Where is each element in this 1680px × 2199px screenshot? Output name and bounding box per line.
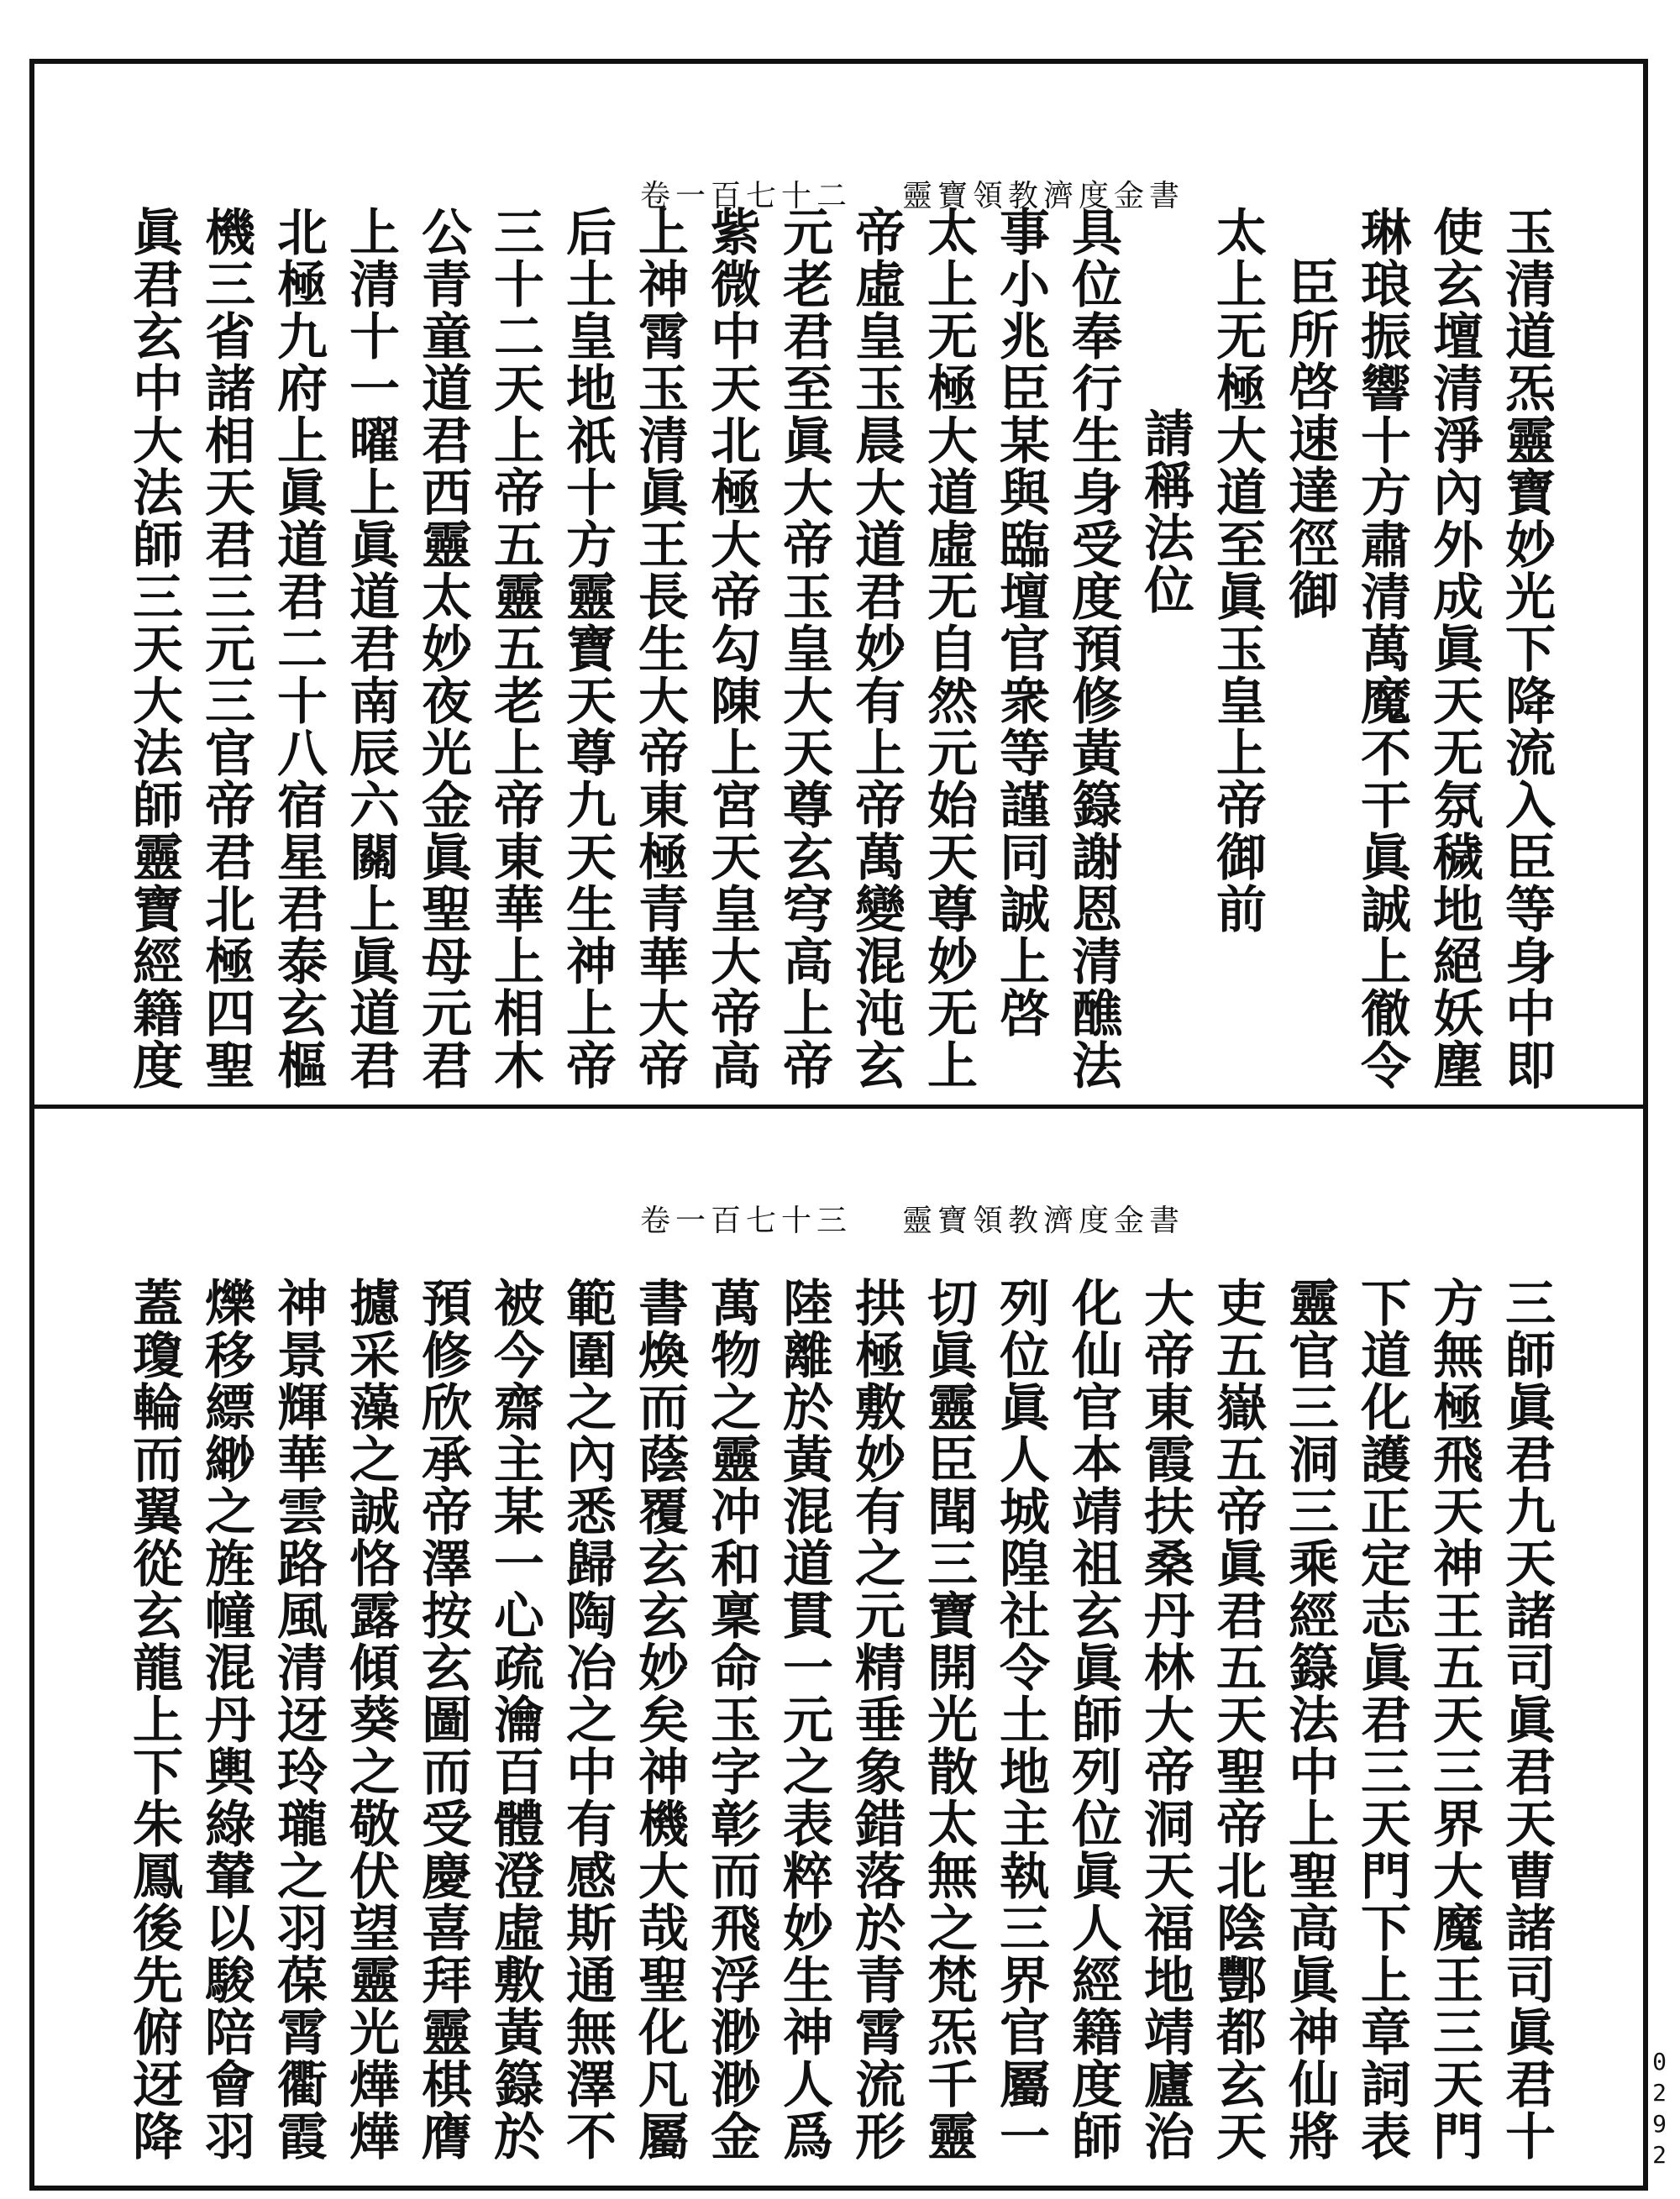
text-column: 萬物之靈冲和稟命玉字彰而飛浮渺渺金 bbox=[702, 1277, 761, 2162]
text-column: 列位眞人城隍社令土地主執三界官屬一 bbox=[991, 1277, 1050, 2162]
text-column: 事小兆臣某與臨壇官衆等謹同誠上啓 bbox=[991, 206, 1050, 1039]
text-column: 玉清道炁靈寶妙光下降流入臣等身中即 bbox=[1497, 206, 1556, 1091]
text-column: 靈官三洞三乘經籙法中上聖高眞神仙將 bbox=[1280, 1277, 1339, 2162]
text-column: 被今齋主某一心疏瀹百體澄虛敷黃籙於 bbox=[486, 1277, 544, 2162]
text-column: 臣所啓速達徑御 bbox=[1280, 256, 1339, 621]
top-page bbox=[50, 147, 1562, 1091]
text-column: 后土皇地祇十方靈寶天尊九天生神上帝 bbox=[558, 206, 617, 1091]
text-column: 太上无極大道虛无自然元始天尊妙无上 bbox=[919, 206, 978, 1091]
text-column: 具位奉行生身受度預修黃籙謝恩清醮法 bbox=[1063, 206, 1122, 1091]
text-column: 蓋瓊輪而翼從玄龍上下朱鳳後先俯迓降 bbox=[124, 1277, 183, 2162]
bottom-page bbox=[50, 1197, 1562, 2162]
text-column: 方無極飛天神王五天三界大魔王三天門 bbox=[1425, 1277, 1483, 2162]
text-column: 上神霄玉清眞王長生大帝東極青華大帝 bbox=[630, 206, 689, 1091]
text-column: 切眞靈臣聞三寶開光散太無之梵炁千靈 bbox=[919, 1277, 978, 2162]
text-column: 元老君至眞大帝玉皇大天尊玄穹高上帝 bbox=[774, 206, 833, 1091]
text-column: 攄采藻之誠恪露傾葵之敬伏望靈光燁燁 bbox=[341, 1277, 400, 2162]
bottom-book-title: 靈寶領教濟度金書 bbox=[901, 1204, 1184, 1238]
text-column: 使玄壇清淨內外成眞天无氛穢地絕妖塵 bbox=[1425, 206, 1483, 1091]
text-column: 帝虛皇玉晨大道君妙有上帝萬變混沌玄 bbox=[847, 206, 906, 1091]
text-column: 吏五嶽五帝眞君五天聖帝北陰酆都玄天 bbox=[1208, 1277, 1267, 2162]
text-column: 三十二天上帝五靈五老上帝東華上相木 bbox=[486, 206, 544, 1091]
bottom-page-header bbox=[640, 1197, 1184, 1240]
text-column: 書煥而蔭覆玄玄妙矣神機大哉聖化凡屬 bbox=[630, 1277, 689, 2162]
text-column: 公青童道君西靈太妙夜光金眞聖母元君 bbox=[413, 206, 472, 1091]
text-column: 三師眞君九天諸司眞君天曹諸司眞君十 bbox=[1497, 1277, 1556, 2162]
text-column: 爍移縹緲之旌幢混丹輿綠輦以駿陪會羽 bbox=[197, 1277, 255, 2162]
text-column: 北極九府上眞道君二十八宿星君泰玄樞 bbox=[269, 206, 328, 1091]
text-column: 大帝東霞扶桑丹林大帝洞天福地靖廬治 bbox=[1136, 1277, 1194, 2162]
text-column: 請稱法位 bbox=[1136, 407, 1194, 616]
text-column: 預修欣承帝澤按玄圖而受慶喜拜靈棋膺 bbox=[413, 1277, 472, 2162]
top-book-title: 靈寶領教濟度金書 bbox=[901, 179, 1184, 213]
page-divider bbox=[29, 1105, 1648, 1109]
top-volume-label: 卷一百七十二 bbox=[639, 179, 852, 213]
text-column: 琳琅振響十方肅清萬魔不干眞誠上徹令 bbox=[1352, 206, 1411, 1091]
text-column: 上清十一曜上眞道君南辰六關上眞道君 bbox=[341, 206, 400, 1091]
bottom-volume-label: 卷一百七十三 bbox=[639, 1204, 852, 1238]
page-number: 0292 bbox=[1646, 2048, 1673, 2172]
text-column: 神景輝華雲路風清迓玲瓏之羽葆霄衢霞 bbox=[269, 1277, 328, 2162]
text-column: 範圍之內悉歸陶冶之中有感斯通無澤不 bbox=[558, 1277, 617, 2162]
text-column: 陸離於黃混道貫一元之表粹妙生神人爲 bbox=[774, 1277, 833, 2162]
bottom-text-columns bbox=[118, 1277, 1562, 2162]
text-column: 太上无極大道至眞玉皇上帝御前 bbox=[1208, 206, 1267, 935]
text-column: 下道化護正定志眞君三天門下上章詞表 bbox=[1352, 1277, 1411, 2162]
text-column: 機三省諸相天君三元三官帝君北極四聖 bbox=[197, 206, 255, 1091]
text-column: 眞君玄中大法師三天大法師靈寶經籍度 bbox=[124, 206, 183, 1091]
text-column: 拱極敷妙有之元精垂象錯落於青霄流形 bbox=[847, 1277, 906, 2162]
text-column: 化仙官本靖祖玄眞師列位眞人經籍度師 bbox=[1063, 1277, 1122, 2162]
text-column: 紫微中天北極大帝勾陳上宮天皇大帝高 bbox=[702, 206, 761, 1091]
top-text-columns bbox=[118, 206, 1562, 1091]
